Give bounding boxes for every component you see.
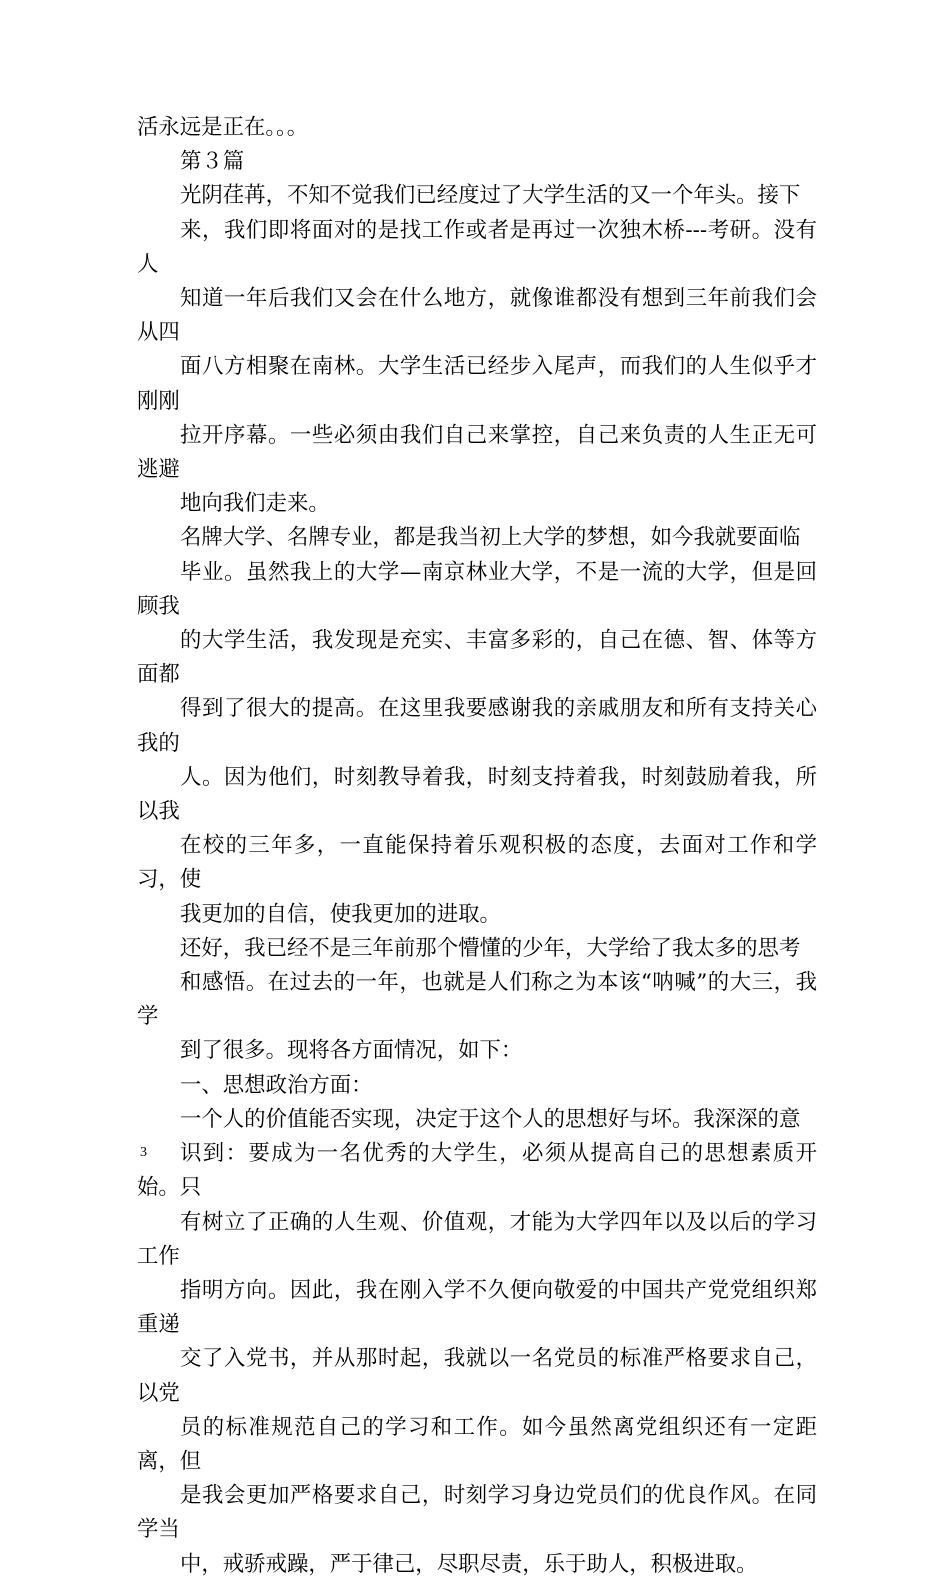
text-line: 和感悟。在过去的一年，也就是人们称之为本该“呐喊”的大三，我学 — [137, 970, 817, 1030]
text-line: 名牌大学、名牌专业，都是我当初上大学的梦想，如今我就要面临 — [180, 525, 801, 551]
text-line: 一个人的价值能否实现，决定于这个人的思想好与坏。我深深的意 — [180, 1106, 801, 1132]
text-line: 我更加的自信，使我更加的进取。 — [180, 901, 501, 927]
text-line: 在校的三年多，一直能保持着乐观积极的态度，去面对工作和学习，使 — [137, 833, 817, 893]
text-line: 人。因为他们，时刻教导着我，时刻支持着我，时刻鼓励着我，所以我 — [137, 764, 817, 825]
document-body — [137, 111, 817, 1582]
text-line: 有树立了正确的人生观、价值观，才能为大学四年以及以后的学习工作 — [137, 1209, 817, 1269]
text-line: 到了很多。现将各方面情况，如下： — [180, 1038, 523, 1064]
text-line: 地向我们走来。 — [180, 491, 330, 517]
section-heading-ideology — [137, 1069, 817, 1103]
text-line: 是我会更加严格要求自己，时刻学习身边党员们的优良作风。在同学当 — [137, 1483, 817, 1543]
text-line: 还好，我已经不是三年前那个懵懂的少年，大学给了我太多的思考 — [180, 935, 801, 961]
text-line: 交了入党书，并从那时起，我就以一名党员的标准严格要求自己，以党 — [137, 1346, 817, 1406]
text-line: 一、思想政治方面： — [180, 1072, 373, 1098]
paragraph-reflection — [137, 932, 817, 1069]
paragraph-ideology — [137, 1103, 817, 1582]
text-line: 员的标准规范自己的学习和工作。如今虽然离党组织还有一定距离，但 — [137, 1414, 817, 1474]
text-line: 指明方向。因此，我在刚入学不久便向敬爱的中国共产党党组织郑重递 — [137, 1277, 817, 1338]
text-line: 知道一年后我们又会在什么地方，就像谁都没有想到三年前我们会从四 — [137, 286, 817, 346]
text-line: 第３篇 — [180, 149, 245, 175]
text-line: 的大学生活，我发现是充实、丰富多彩的，自己在德、智、体等方面都 — [137, 628, 817, 688]
text-line: 识到：要成为一名优秀的大学生，必须从提高自己的思想素质开始。只 — [137, 1141, 817, 1201]
text-line: 光阴荏苒，不知不觉我们已经度过了大学生活的又一个年头。接下 — [180, 183, 801, 209]
text-line: 中，戒骄戒躁，严于律己，尽职尽责，乐于助人，积极进取。 — [180, 1551, 758, 1577]
text-line: 拉开序幕。一些必须由我们自己来掌控，自己来负责的人生正无可逃避 — [137, 422, 817, 483]
text-line: 活永远是正在。。。 — [137, 115, 309, 140]
paragraph-intro — [137, 179, 817, 521]
paragraph-continuation — [137, 111, 817, 145]
text-line: 面八方相聚在南林。大学生活已经步入尾声，而我们的人生似乎才刚刚 — [137, 354, 817, 414]
text-line: 毕业。虽然我上的大学—南京林业大学，不是一流的大学，但是回顾我 — [137, 559, 817, 619]
text-line: 得到了很大的提高。在这里我要感谢我的亲戚朋友和所有支持关心我的 — [137, 696, 817, 756]
section-heading-part-3 — [137, 145, 817, 179]
page-number: 3 — [140, 1145, 147, 1160]
text-line: 来，我们即将面对的是找工作或者是再过一次独木桥---考研。没有人 — [137, 217, 817, 277]
paragraph-university — [137, 521, 817, 931]
